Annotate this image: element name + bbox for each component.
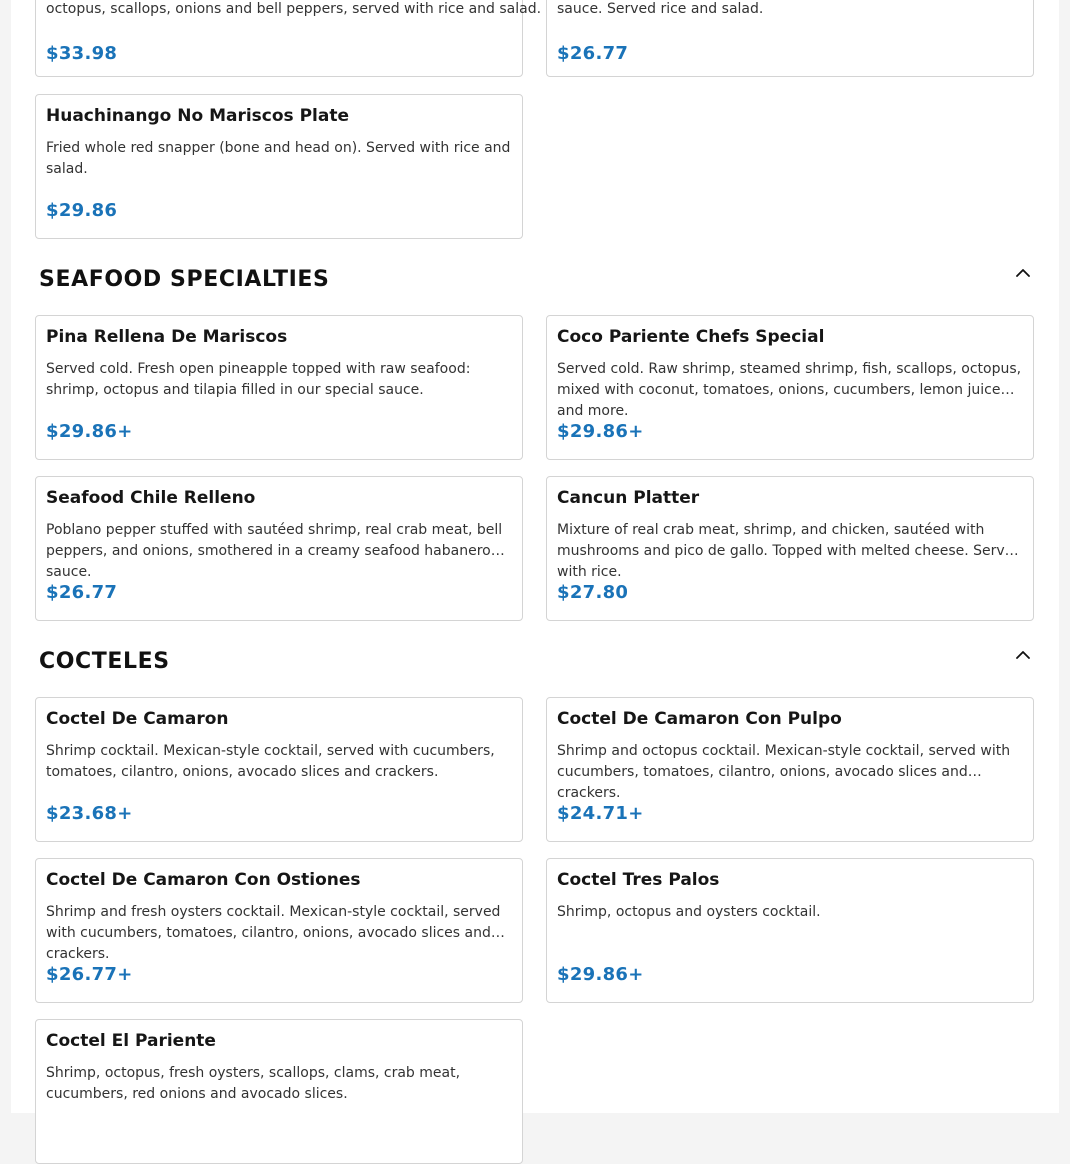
menu-item-price: $24.71+: [557, 803, 644, 824]
chevron-up-icon[interactable]: [1012, 644, 1034, 666]
menu-item-description: Shrimp, octopus and oysters cocktail.: [557, 904, 821, 920]
menu-item-card[interactable]: [35, 0, 542, 77]
menu-item-description: Served cold. Raw shrimp, steamed shrimp, fish, scallops, octopus, mixed with coconut, tomatoes, onions, cucumbers, lemon juice and more.: [557, 361, 1022, 419]
menu-item-card[interactable]: [35, 476, 523, 621]
menu-item-price: $26.77: [46, 582, 118, 603]
menu-item-price: $27.80: [557, 582, 629, 603]
menu-item-description: Shrimp cocktail. Mexican-style cocktail, served with cucumbers, tomatoes, cilantro, onions, avocado slices and crackers.: [46, 743, 495, 780]
menu-item-description: Poblano pepper stuffed with sautéed shrimp, real crab meat, bell peppers, and onions, smothered in a creamy seafood habanero sauce.: [46, 522, 503, 580]
menu-item-description: Fried whole red snapper (bone and head on). Served with rice and salad.: [46, 140, 511, 177]
chevron-up-icon[interactable]: [1012, 262, 1034, 284]
menu-item-price: $29.86+: [46, 421, 133, 442]
menu-item-price: $33.98: [46, 43, 118, 64]
menu-item-card[interactable]: [35, 315, 523, 460]
menu-item-price: $26.77: [557, 43, 629, 64]
menu-item-card[interactable]: [35, 697, 523, 842]
menu-item-description: Shrimp and fresh oysters cocktail. Mexican-style cocktail, served with cucumbers, tomatoes, cilantro, onions, avocado slices and crackers.: [46, 904, 501, 962]
menu-item-card[interactable]: [546, 315, 1034, 460]
menu-item-name: Pina Rellena De Mariscos: [46, 327, 288, 347]
menu-item-name: Cancun Platter: [557, 488, 700, 508]
menu-item-name: Coctel De Camaron Con Ostiones: [46, 870, 361, 890]
section-title: SEAFOOD SPECIALTIES: [39, 267, 330, 292]
menu-item-name: Huachinango No Mariscos Plate: [46, 106, 350, 126]
menu-item-name: Coctel Tres Palos: [557, 870, 720, 890]
menu-item-price: $26.77+: [46, 964, 133, 985]
menu-item-description: Shrimp and octopus cocktail. Mexican-style cocktail, served with cucumbers, tomatoes, cilantro, onions, avocado slices and crackers.: [557, 743, 1011, 801]
section-header[interactable]: [35, 266, 1034, 306]
menu-item-card[interactable]: [546, 476, 1034, 621]
menu-item-description: Served cold. Fresh open pineapple topped with raw seafood: shrimp, octopus and tilapia filled in our special sauce.: [46, 361, 471, 398]
menu-item-name: Coco Pariente Chefs Special: [557, 327, 825, 347]
menu-item-card[interactable]: [546, 697, 1034, 842]
menu-item-name: Seafood Chile Relleno: [46, 488, 256, 508]
menu-item-card[interactable]: [35, 858, 523, 1003]
menu-page: [11, 0, 1059, 1113]
menu-item-description: octopus, scallops, onions and bell peppers, served with rice and salad.: [46, 1, 542, 17]
menu-item-price: $23.68+: [46, 803, 133, 824]
menu-item-name: Coctel El Pariente: [46, 1031, 216, 1051]
menu-item-name: Coctel De Camaron: [46, 709, 229, 729]
menu-item-price: $29.86+: [557, 421, 644, 442]
menu-item-description: sauce. Served rice and salad.: [557, 1, 764, 17]
menu-item-name: Coctel De Camaron Con Pulpo: [557, 709, 842, 729]
section-header[interactable]: [35, 648, 1034, 688]
menu-item-card[interactable]: [35, 94, 523, 239]
menu-item-card[interactable]: [546, 0, 1034, 77]
menu-item-description: Shrimp, octopus, fresh oysters, scallops, clams, crab meat, cucumbers, red onions and avocado slices.: [46, 1065, 461, 1102]
menu-item-price: $29.86+: [557, 964, 644, 985]
menu-item-card[interactable]: [35, 1019, 523, 1164]
section-title: COCTELES: [39, 649, 170, 674]
menu-item-description: Mixture of real crab meat, shrimp, and chicken, sautéed with mushrooms and pico de gallo. Topped with melted cheese. Served with rice.: [557, 522, 1023, 580]
menu-item-card[interactable]: [546, 858, 1034, 1003]
menu-item-price: $29.86: [46, 200, 118, 221]
